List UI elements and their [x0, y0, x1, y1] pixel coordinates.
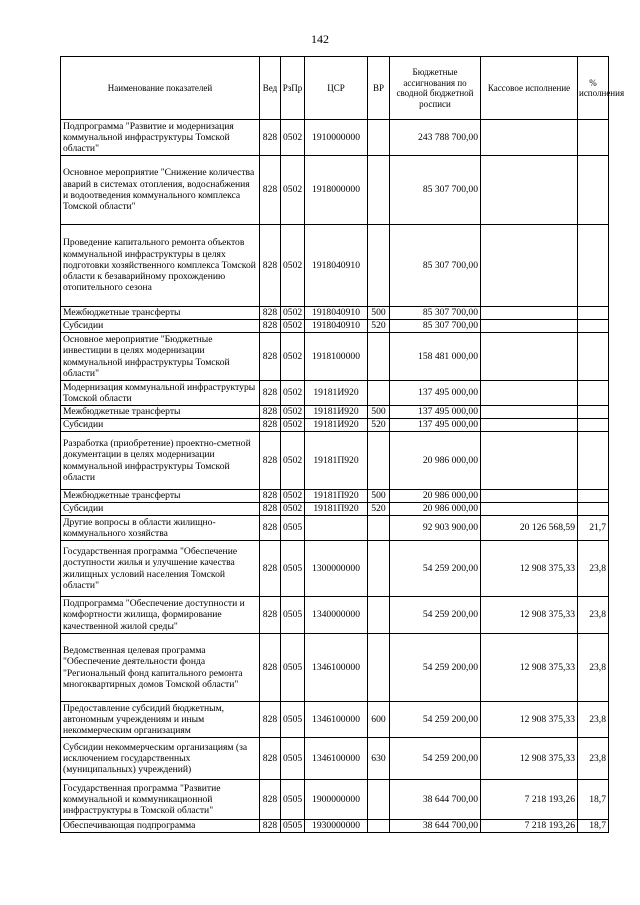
table-row — [61, 419, 609, 432]
header-csr: ЦСР — [305, 57, 368, 120]
cell-ved: 828 — [260, 516, 281, 541]
cell-name: Основное мероприятие "Снижение количества аварий в системах отопления, водоснабжения и водоотведения коммунального комплекса Томской области" — [61, 156, 260, 225]
cell-ved: 828 — [260, 780, 281, 820]
cell-ved: 828 — [260, 820, 281, 833]
cell-assign: 20 986 000,00 — [390, 490, 481, 503]
cell-csr: 19181П920 — [305, 490, 368, 503]
table-row — [61, 738, 609, 780]
cell-name: Государственная программа "Развитие коммунальной и коммуникационной инфраструктуры в Томской области" — [61, 780, 260, 820]
cell-rzpr: 0505 — [281, 780, 305, 820]
cell-name: Межбюджетные трансферты — [61, 307, 260, 320]
table-header-row — [61, 57, 609, 120]
table-row — [61, 541, 609, 597]
cell-cash — [481, 320, 578, 333]
cell-assign: 38 644 700,00 — [390, 820, 481, 833]
cell-vr: 520 — [368, 320, 390, 333]
cell-vr — [368, 780, 390, 820]
table-row — [61, 225, 609, 307]
cell-ved: 828 — [260, 333, 281, 381]
cell-name: Субсидии некоммерческим организациям (за исключением государственных (муниципальных) учреждений) — [61, 738, 260, 780]
header-rzpr: РзПр — [281, 57, 305, 120]
cell-assign: 54 259 200,00 — [390, 541, 481, 597]
cell-rzpr: 0502 — [281, 333, 305, 381]
cell-pct — [578, 419, 609, 432]
cell-name: Субсидии — [61, 503, 260, 516]
cell-cash — [481, 333, 578, 381]
cell-vr: 600 — [368, 702, 390, 738]
cell-cash — [481, 490, 578, 503]
cell-ved: 828 — [260, 381, 281, 406]
cell-name: Другие вопросы в области жилищно-коммунального хозяйства — [61, 516, 260, 541]
table-row — [61, 381, 609, 406]
cell-ved: 828 — [260, 490, 281, 503]
header-assign: Бюджетные ассигнования по сводной бюджетной росписи — [390, 57, 481, 120]
cell-name: Межбюджетные трансферты — [61, 406, 260, 419]
cell-rzpr: 0502 — [281, 432, 305, 490]
cell-cash: 12 908 375,33 — [481, 738, 578, 780]
cell-assign: 54 259 200,00 — [390, 634, 481, 702]
cell-assign: 54 259 200,00 — [390, 597, 481, 634]
header-ved: Вед — [260, 57, 281, 120]
table-row — [61, 432, 609, 490]
cell-pct — [578, 333, 609, 381]
cell-rzpr: 0505 — [281, 738, 305, 780]
cell-pct — [578, 406, 609, 419]
cell-cash — [481, 307, 578, 320]
cell-cash — [481, 156, 578, 225]
cell-cash — [481, 120, 578, 156]
cell-vr: 520 — [368, 503, 390, 516]
cell-pct — [578, 307, 609, 320]
cell-cash — [481, 503, 578, 516]
cell-assign: 137 495 000,00 — [390, 381, 481, 406]
table-row — [61, 333, 609, 381]
table-row — [61, 597, 609, 634]
cell-cash — [481, 432, 578, 490]
cell-cash — [481, 406, 578, 419]
cell-name: Субсидии — [61, 419, 260, 432]
cell-vr: 500 — [368, 307, 390, 320]
cell-csr: 1340000000 — [305, 597, 368, 634]
cell-csr: 1300000000 — [305, 541, 368, 597]
cell-csr: 1910000000 — [305, 120, 368, 156]
cell-rzpr: 0502 — [281, 156, 305, 225]
cell-csr: 19181И920 — [305, 406, 368, 419]
cell-vr — [368, 225, 390, 307]
cell-pct — [578, 156, 609, 225]
table-row — [61, 516, 609, 541]
table-row — [61, 634, 609, 702]
cell-vr — [368, 597, 390, 634]
table-row — [61, 702, 609, 738]
cell-csr: 19181П920 — [305, 503, 368, 516]
cell-pct: 23,8 — [578, 541, 609, 597]
cell-ved: 828 — [260, 320, 281, 333]
cell-pct — [578, 490, 609, 503]
table-body — [61, 120, 609, 833]
cell-csr: 1930000000 — [305, 820, 368, 833]
cell-vr — [368, 634, 390, 702]
cell-vr: 500 — [368, 406, 390, 419]
cell-name: Модернизация коммунальной инфраструктуры Томской области — [61, 381, 260, 406]
cell-assign: 137 495 000,00 — [390, 406, 481, 419]
cell-vr — [368, 541, 390, 597]
cell-pct — [578, 120, 609, 156]
table-row — [61, 307, 609, 320]
cell-vr: 500 — [368, 490, 390, 503]
cell-rzpr: 0502 — [281, 120, 305, 156]
cell-csr — [305, 516, 368, 541]
header-name: Наименование показателей — [61, 57, 260, 120]
cell-vr — [368, 432, 390, 490]
cell-rzpr: 0502 — [281, 490, 305, 503]
cell-csr: 1918040910 — [305, 320, 368, 333]
cell-pct: 23,8 — [578, 738, 609, 780]
cell-rzpr: 0502 — [281, 381, 305, 406]
cell-vr: 520 — [368, 419, 390, 432]
cell-rzpr: 0502 — [281, 503, 305, 516]
cell-rzpr: 0505 — [281, 820, 305, 833]
cell-assign: 85 307 700,00 — [390, 320, 481, 333]
cell-cash — [481, 419, 578, 432]
cell-assign: 54 259 200,00 — [390, 702, 481, 738]
cell-cash: 12 908 375,33 — [481, 597, 578, 634]
cell-pct: 18,7 — [578, 820, 609, 833]
table-row — [61, 503, 609, 516]
cell-rzpr: 0505 — [281, 516, 305, 541]
cell-name: Обеспечивающая подпрограмма — [61, 820, 260, 833]
cell-assign: 20 986 000,00 — [390, 432, 481, 490]
cell-name: Предоставление субсидий бюджетным, автономным учреждениям и иным некоммерческим организациям — [61, 702, 260, 738]
cell-rzpr: 0502 — [281, 419, 305, 432]
cell-assign: 85 307 700,00 — [390, 225, 481, 307]
cell-vr: 630 — [368, 738, 390, 780]
cell-pct: 23,8 — [578, 634, 609, 702]
cell-assign: 38 644 700,00 — [390, 780, 481, 820]
cell-ved: 828 — [260, 597, 281, 634]
header-pct: % исполнения — [578, 57, 609, 120]
cell-pct: 23,8 — [578, 702, 609, 738]
cell-name: Межбюджетные трансферты — [61, 490, 260, 503]
table-row — [61, 320, 609, 333]
cell-ved: 828 — [260, 432, 281, 490]
cell-pct — [578, 225, 609, 307]
cell-cash — [481, 381, 578, 406]
cell-name: Основное мероприятие "Бюджетные инвестиции в целях модернизации коммунальной инфраструктуры Томской области" — [61, 333, 260, 381]
cell-cash: 7 218 193,26 — [481, 780, 578, 820]
cell-pct: 21,7 — [578, 516, 609, 541]
cell-csr: 1918100000 — [305, 333, 368, 381]
cell-assign: 85 307 700,00 — [390, 156, 481, 225]
cell-cash: 12 908 375,33 — [481, 541, 578, 597]
cell-vr — [368, 516, 390, 541]
cell-pct — [578, 320, 609, 333]
table-row — [61, 156, 609, 225]
cell-name: Проведение капитального ремонта объектов коммунальной инфраструктуры в целях подготовки хозяйственного комплекса Томской области к безаварийному прохождению отопительного сезона — [61, 225, 260, 307]
cell-vr — [368, 120, 390, 156]
cell-ved: 828 — [260, 738, 281, 780]
budget-table — [60, 56, 625, 833]
cell-cash — [481, 225, 578, 307]
table-row — [61, 406, 609, 419]
cell-csr: 1900000000 — [305, 780, 368, 820]
cell-ved: 828 — [260, 225, 281, 307]
cell-name: Государственная программа "Обеспечение доступности жилья и улучшение качества жилищных условий населения Томской области" — [61, 541, 260, 597]
cell-pct — [578, 381, 609, 406]
cell-ved: 828 — [260, 406, 281, 419]
cell-csr: 1918040910 — [305, 225, 368, 307]
cell-ved: 828 — [260, 419, 281, 432]
cell-assign: 137 495 000,00 — [390, 419, 481, 432]
cell-csr: 1346100000 — [305, 702, 368, 738]
cell-vr — [368, 820, 390, 833]
cell-csr: 19181П920 — [305, 432, 368, 490]
cell-name: Ведомственная целевая программа "Обеспечение деятельности фонда "Региональный фонд капитального ремонта многоквартирных домов Томской области" — [61, 634, 260, 702]
cell-ved: 828 — [260, 541, 281, 597]
cell-rzpr: 0505 — [281, 597, 305, 634]
cell-assign: 20 986 000,00 — [390, 503, 481, 516]
cell-pct: 18,7 — [578, 780, 609, 820]
table-row — [61, 120, 609, 156]
header-vr: ВР — [368, 57, 390, 120]
cell-ved: 828 — [260, 503, 281, 516]
cell-rzpr: 0502 — [281, 225, 305, 307]
cell-rzpr: 0505 — [281, 702, 305, 738]
cell-ved: 828 — [260, 702, 281, 738]
cell-name: Подпрограмма "Развитие и модернизация коммунальной инфраструктуры Томской области" — [61, 120, 260, 156]
cell-pct — [578, 432, 609, 490]
cell-vr — [368, 381, 390, 406]
cell-cash: 12 908 375,33 — [481, 702, 578, 738]
cell-csr: 1346100000 — [305, 738, 368, 780]
table-row — [61, 490, 609, 503]
cell-rzpr: 0502 — [281, 320, 305, 333]
cell-csr: 1918000000 — [305, 156, 368, 225]
cell-cash: 20 126 568,59 — [481, 516, 578, 541]
cell-cash: 7 218 193,26 — [481, 820, 578, 833]
cell-ved: 828 — [260, 156, 281, 225]
header-cash: Кассовое исполнение — [481, 57, 578, 120]
cell-pct — [578, 503, 609, 516]
cell-pct: 23,8 — [578, 597, 609, 634]
cell-assign: 243 788 700,00 — [390, 120, 481, 156]
cell-name: Субсидии — [61, 320, 260, 333]
cell-csr: 19181И920 — [305, 419, 368, 432]
cell-cash: 12 908 375,33 — [481, 634, 578, 702]
cell-assign: 85 307 700,00 — [390, 307, 481, 320]
cell-name: Подпрограмма "Обеспечение доступности и комфортности жилища, формирование качественной жилой среды" — [61, 597, 260, 634]
cell-rzpr: 0505 — [281, 634, 305, 702]
table-row — [61, 780, 609, 820]
cell-csr: 19181И920 — [305, 381, 368, 406]
cell-rzpr: 0505 — [281, 541, 305, 597]
cell-rzpr: 0502 — [281, 307, 305, 320]
cell-assign: 92 903 900,00 — [390, 516, 481, 541]
page-number: 142 — [311, 32, 329, 46]
cell-rzpr: 0502 — [281, 406, 305, 419]
cell-ved: 828 — [260, 634, 281, 702]
cell-assign: 54 259 200,00 — [390, 738, 481, 780]
cell-csr: 1346100000 — [305, 634, 368, 702]
cell-vr — [368, 156, 390, 225]
cell-assign: 158 481 000,00 — [390, 333, 481, 381]
cell-ved: 828 — [260, 307, 281, 320]
cell-ved: 828 — [260, 120, 281, 156]
cell-vr — [368, 333, 390, 381]
cell-name: Разработка (приобретение) проектно-сметной документации в целях модернизации коммунальной инфраструктуры Томской области — [61, 432, 260, 490]
cell-csr: 1918040910 — [305, 307, 368, 320]
table-row — [61, 820, 609, 833]
